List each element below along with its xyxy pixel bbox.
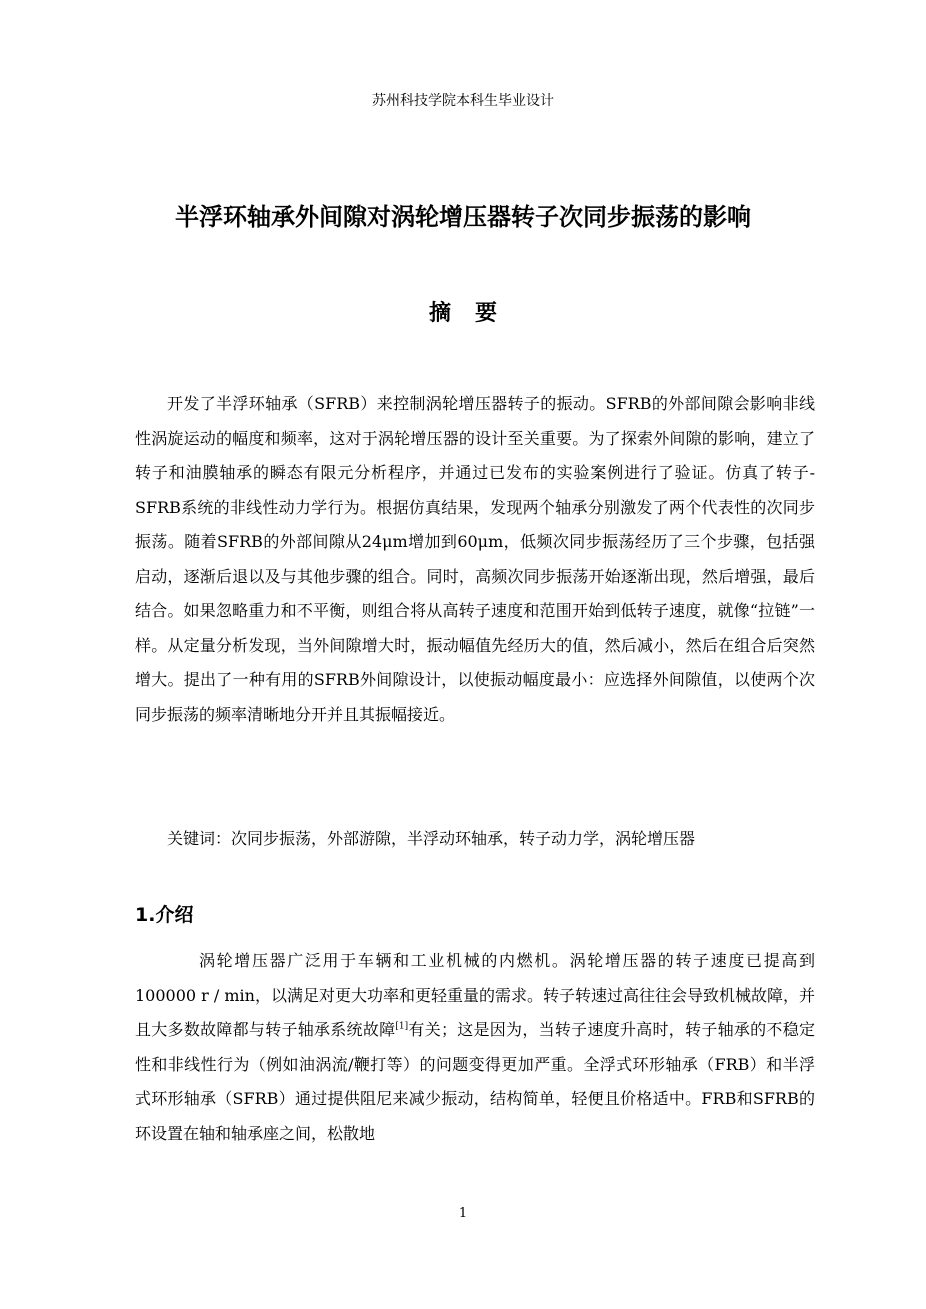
section-heading <box>135 900 193 927</box>
section-title-text: 介绍 <box>155 904 194 926</box>
paper-title: 半浮环轴承外间隙对涡轮增压器转子次同步振荡的影响 <box>175 203 751 231</box>
citation-marker[interactable]: [1] <box>395 1021 409 1032</box>
page-number: 1 <box>458 1206 468 1221</box>
keywords-line: 关键词：次同步振荡，外部游隙，半浮动环轴承，转子动力学，涡轮增压器 <box>167 829 696 848</box>
intro-paragraph <box>135 944 815 1151</box>
running-header: 苏州科技学院本科生毕业设计 <box>372 93 554 109</box>
intro-text-part2: 有关；这是因为，当转子速度升高时，转子轴承的不稳定性和非线性行为（例如油涡流/鞭打等）的问题变得更加严重。全浮式环形轴承（FRB）和半浮式环形轴承（SFRB）通过提供阻尼来减少振动，结构简单，轻便且价格适中。FRB和SFRB的环设置在轴和轴承座之间，松散地 <box>135 1020 815 1143</box>
abstract-paragraph: 开发了半浮环轴承（SFRB）来控制涡轮增压器转子的振动。SFRB的外部间隙会影响非线性涡旋运动的幅度和频率，这对于涡轮增压器的设计至关重要。为了探索外间隙的影响，建立了转子和油膜轴承的瞬态有限元分析程序，并通过已发布的实验案例进行了验证。仿真了转子-SFRB系统的非线性动力学行为。根据仿真结果，发现两个轴承分别激发了两个代表性的次同步振荡。随着SFRB的外部间隙从24μm增加到60μm，低频次同步振荡经历了三个步骤，包括强启动，逐渐后退以及与其他步骤的组合。同时，高频次同步振荡开始逐渐出现，然后增强，最后结合。如果忽略重力和不平衡，则组合将从高转子速度和范围开始到低转子速度，就像“拉链”一样。从定量分析发现，当外间隙增大时，振动幅值先经历大的值，然后减小，然后在组合后突然增大。提出了一种有用的SFRB外间隙设计，以使振动幅度最小：应选择外间隙值，以使两个次同步振荡的频率清晰地分开并且其振幅接近。 <box>135 394 815 724</box>
abstract-heading: 摘要 <box>428 301 521 326</box>
intro-text-part1: 涡轮增压器广泛用于车辆和工业机械的内燃机。涡轮增压器的转子速度已提高到100000 r / min，以满足对更大功率和更轻重量的需求。转子转速过高往往会导致机械故障，并且大多数故障都与转子轴承系统故障 <box>135 951 815 1039</box>
section-number: 1. <box>135 904 156 926</box>
